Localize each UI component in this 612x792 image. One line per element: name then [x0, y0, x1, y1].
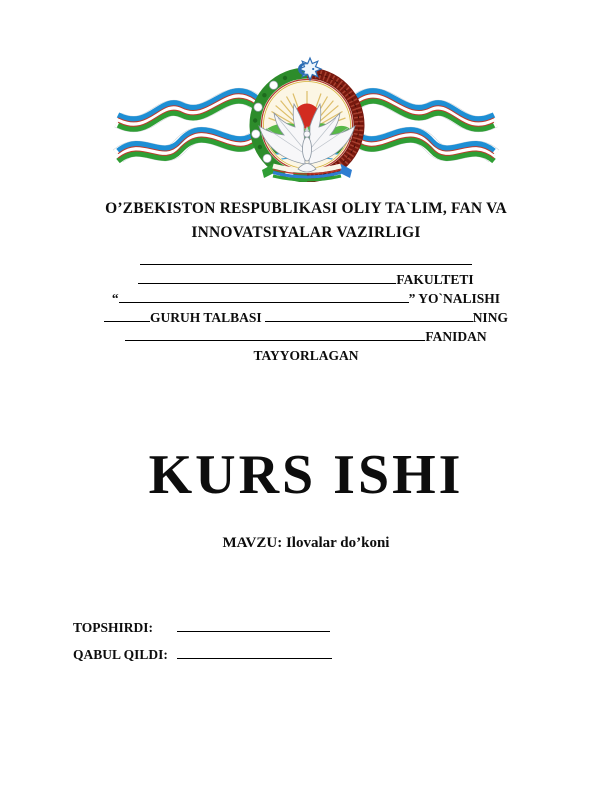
submitted-by-label: TOPSHIRDI: [73, 620, 154, 635]
ministry-title-line1: O’ZBEKISTON RESPUBLIKASI OLIY TA`LIM, FAN VA [105, 200, 507, 217]
group-student-label: GURUH TALBASI [150, 310, 262, 325]
direction-blank [119, 290, 409, 303]
student-name-blank [265, 309, 473, 322]
accepted-by-row [73, 645, 332, 665]
faculty-line [0, 270, 612, 289]
group-student-line [0, 308, 612, 327]
faculty-label: FAKULTETI [396, 272, 474, 287]
flag-ribbon-right-icon [352, 91, 494, 161]
accepted-by-blank [177, 646, 332, 659]
open-quote: “ [111, 291, 119, 306]
uzbekistan-emblem-icon [106, 56, 506, 182]
subject-line [0, 327, 612, 346]
main-title: KURS ISHI [148, 444, 464, 506]
submission-block [73, 618, 332, 672]
prepared-label: TAYYORLAGAN [253, 348, 359, 363]
uzbekistan-state-emblem [106, 56, 506, 182]
ning-label: NING [472, 310, 508, 325]
submitted-by-blank [177, 619, 330, 632]
direction-label: ” YO`NALISHI [408, 291, 501, 306]
topic-line: MAVZU: Ilovalar do’koni [222, 535, 390, 551]
subject-label: FANIDAN [425, 329, 487, 344]
direction-line [0, 289, 612, 308]
ministry-title-line2: INNOVATSIYALAR VAZIRLIGI [191, 224, 421, 241]
form-lines [0, 251, 612, 365]
accepted-by-label: QABUL QILDI: [73, 647, 168, 662]
faculty-blank [138, 271, 396, 284]
submitted-by-row [73, 618, 332, 638]
blank-line [0, 251, 612, 270]
prepared-line [0, 346, 612, 365]
flag-ribbon-left-icon [118, 91, 260, 161]
subject-blank [125, 328, 425, 341]
group-blank [104, 309, 150, 322]
ministry-title [0, 197, 612, 245]
blank-underline [140, 252, 472, 265]
